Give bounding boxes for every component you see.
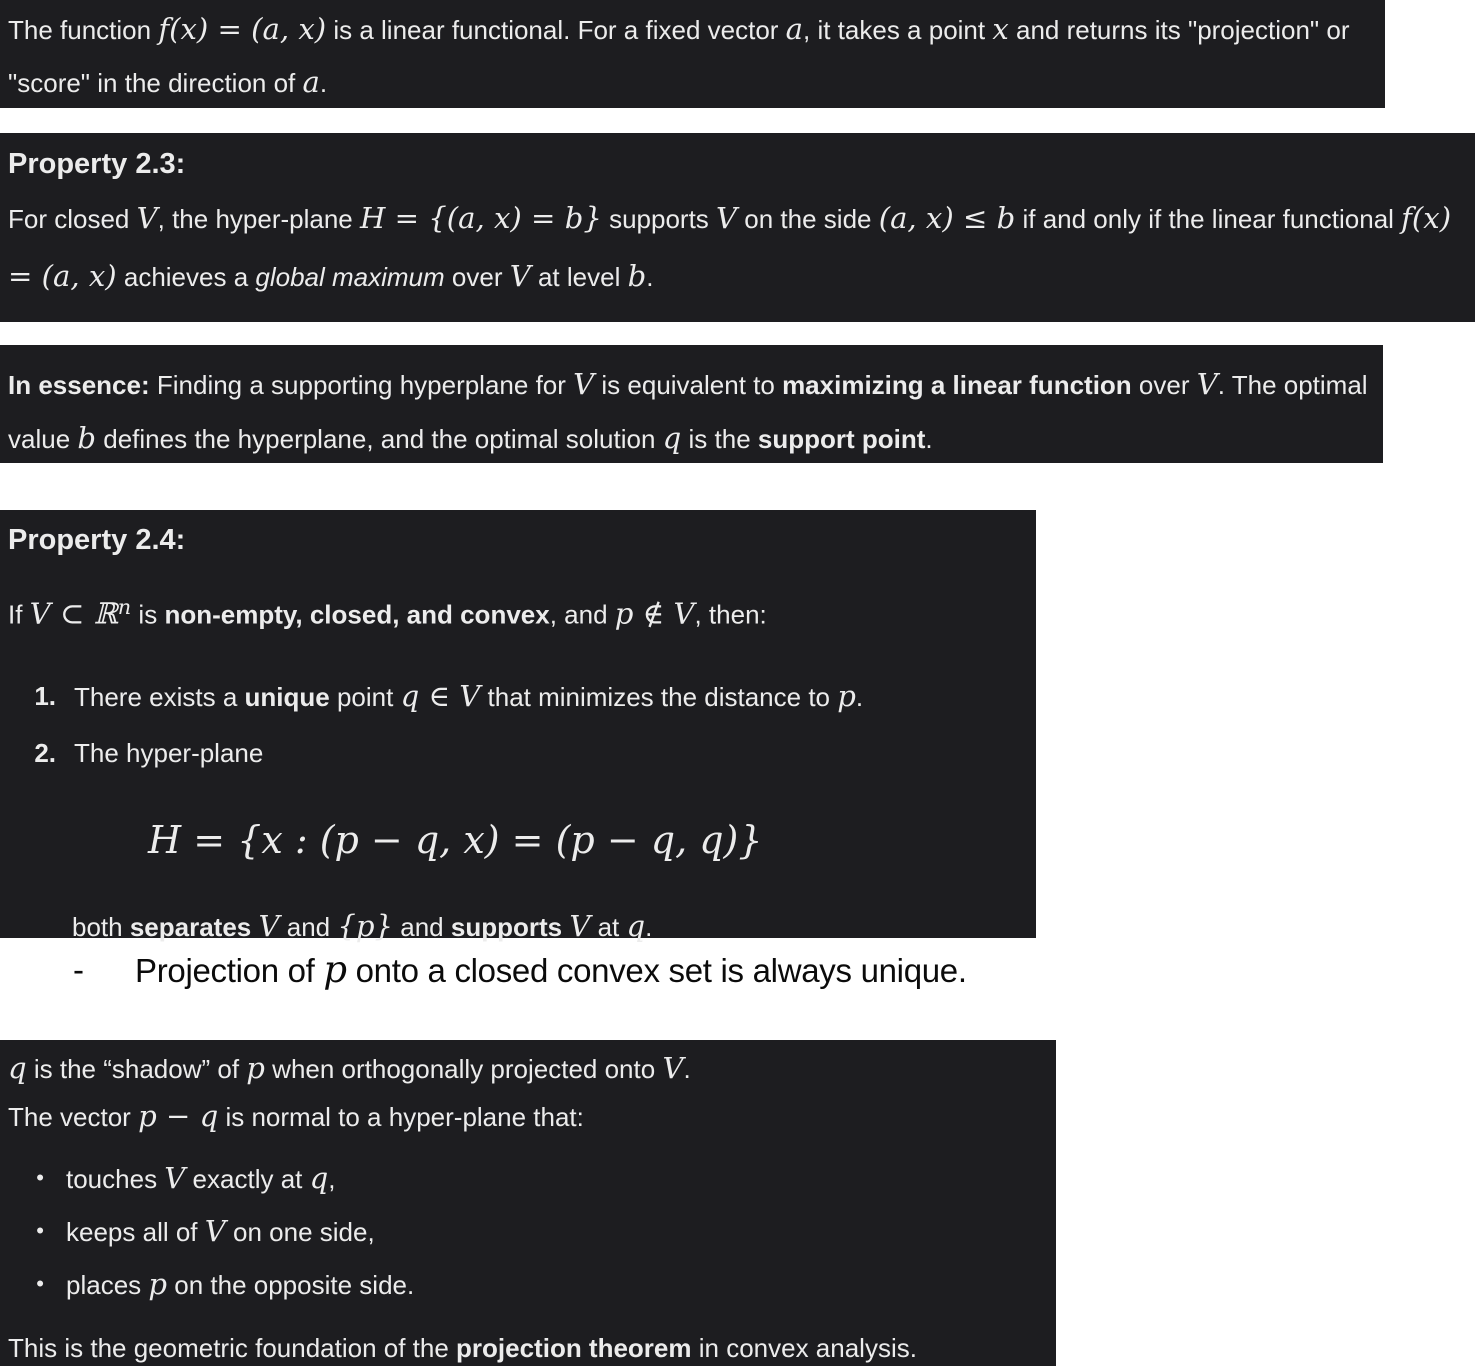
property-2-3-block	[0, 133, 1475, 322]
bullet-item-text: keeps all of V on one side,	[66, 1214, 375, 1248]
margin-note	[0, 948, 1100, 993]
property-2-4-block	[0, 510, 1036, 943]
note-dash: -	[73, 951, 84, 988]
property-2-3-heading: Property 2.3:	[8, 148, 186, 180]
bullet-icon: •	[36, 1271, 44, 1296]
normal-vector-paragraph: The vector p − q is normal to a hyper-plane that:	[8, 1099, 584, 1133]
in-essence-block	[0, 345, 1383, 463]
hyperplane-formula: H = {x : (p − q, x) = (p − q, q)}	[148, 817, 763, 862]
bullet-item-text: touches V exactly at q,	[66, 1161, 336, 1195]
in-essence-paragraph: In essence: Finding a supporting hyperplane for V is equivalent to maximizing a linear function over V. The optimal value b defines the hyperplane, and the optimal solution q is the support point.	[8, 367, 1368, 455]
list-item-text: The hyper-plane	[74, 737, 264, 768]
list-item-text: There exists a unique point q ∈ V that minimizes the distance to p.	[74, 678, 864, 713]
intro-paragraph: The function f(x) = (a, x) is a linear functional. For a fixed vector a, it takes a point x and returns its "projection" or "score" in the direction of a.	[8, 12, 1350, 99]
bullet-item-text: places p on the opposite side.	[66, 1267, 415, 1301]
note-text: Projection of p onto a closed convex set is always unique.	[135, 948, 967, 991]
intro-block	[0, 0, 1385, 108]
numbered-list	[0, 679, 1036, 770]
property-2-4-heading: Property 2.4:	[8, 524, 186, 556]
list-item-number: 1.	[34, 680, 56, 711]
bullet-icon: •	[36, 1218, 44, 1243]
projection-theorem-block	[0, 1040, 1056, 1366]
list-item	[0, 679, 1036, 714]
bullet-list	[0, 1161, 1056, 1302]
list-item	[0, 736, 1036, 770]
bullet-item	[0, 1267, 1056, 1302]
property-2-4-intro: If V ⊂ ℝ$^n$ is non-empty, closed, and convex, and p ∉ V, then:	[8, 595, 767, 631]
bullet-item	[0, 1161, 1056, 1196]
list-item-number: 2.	[34, 737, 56, 768]
property-2-3-paragraph: For closed V, the hyper-plane H = {(a, x) = b} supports V on the side (a, x) ≤ b if and only if the linear functional f(x) = (a, x) achieves a global maximum over V at level b.	[8, 201, 1452, 293]
shadow-paragraph: q is the “shadow” of p when orthogonally projected onto V.	[8, 1051, 691, 1085]
bullet-icon: •	[36, 1165, 44, 1190]
bullet-item	[0, 1214, 1056, 1249]
property-2-4-footer: both separates V and {p} and supports V at q.	[72, 908, 653, 943]
projection-theorem-footer: This is the geometric foundation of the projection theorem in convex analysis.	[8, 1333, 917, 1363]
